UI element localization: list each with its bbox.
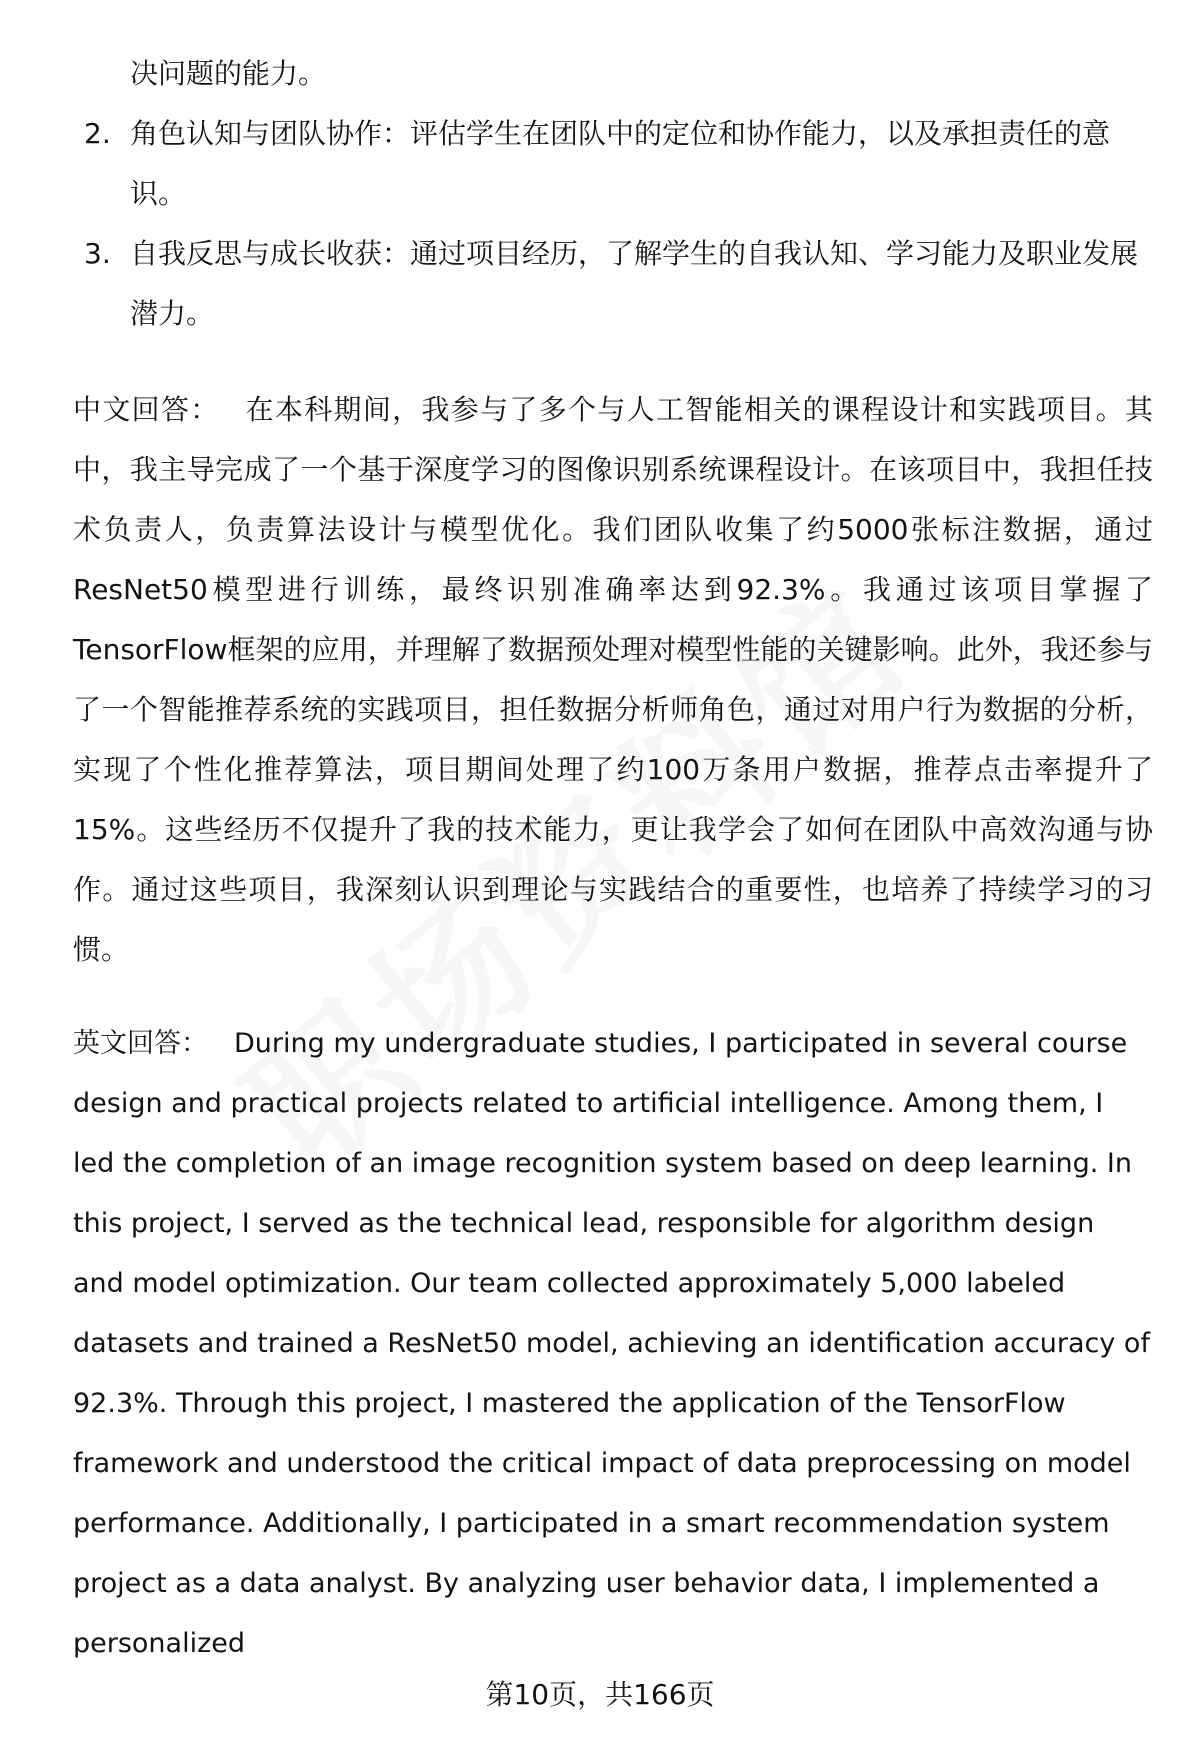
list-item — [84, 224, 1144, 344]
list-item-text: 自我反思与成长收获：通过项目经历，了解学生的自我认知、学习能力及职业发展潜力。 — [130, 237, 1139, 330]
list-item — [84, 104, 1144, 224]
english-answer-label: 英文回答： — [73, 1028, 208, 1059]
evaluation-points-list — [84, 44, 1144, 344]
chinese-answer-text: 在本科期间，我参与了多个与人工智能相关的课程设计和实践项目。其中，我主导完成了一个基于深度学习的图像识别系统课程设计。在该项目中，我担任技术负责人，负责算法设计与模型优化。我们团队收集了约5000张标注数据，通过ResNet50模型进行训练，最终识别准确率达到92.3%。我通过该项目掌握了TensorFlow框架的应用，并理解了数据预处理对模型性能的关键影响。此外，我还参与了一个智能推荐系统的实践项目，担任数据分析师角色，通过对用户行为数据的分析，实现了个性化推荐算法，项目期间处理了约100万条用户数据，推荐点击率提升了15%。这些经历不仅提升了我的技术能力，更让我学会了如何在团队中高效沟通与协作。通过这些项目，我深刻认识到理论与实践结合的重要性，也培养了持续学习的习惯。 — [73, 393, 1153, 966]
english-answer-text: During my undergraduate studies, I participated in several course design and practical projects related to artificial intelligence. Among them, I led the completion of an image recognition system based on deep learning. In this project, I served as the technical lead, responsible for algorithm design and model optimization. Our team collected approximately 5,000 labeled datasets and trained a ResNet50 model, achieving an identification accuracy of 92.3%. Through this project, I mastered the application of the TensorFlow framework and understood the critical impact of data preprocessing on model performance. Additionally, I participated in a smart recommendation system project as a data analyst. By analyzing user behavior data, I implemented a personalized — [73, 1028, 1150, 1659]
english-answer-paragraph — [73, 1014, 1153, 1674]
chinese-answer-label: 中文回答： — [73, 393, 220, 426]
list-item-text: 角色认知与团队协作：评估学生在团队中的定位和协作能力，以及承担责任的意识。 — [130, 117, 1111, 210]
list-continuation-text: 决问题的能力。 — [130, 57, 327, 90]
list-item-number: 3. — [84, 237, 111, 270]
list-item-number: 2. — [84, 117, 111, 150]
page-number-footer: 第10页，共166页 — [485, 1678, 715, 1711]
chinese-answer-paragraph — [73, 380, 1153, 980]
